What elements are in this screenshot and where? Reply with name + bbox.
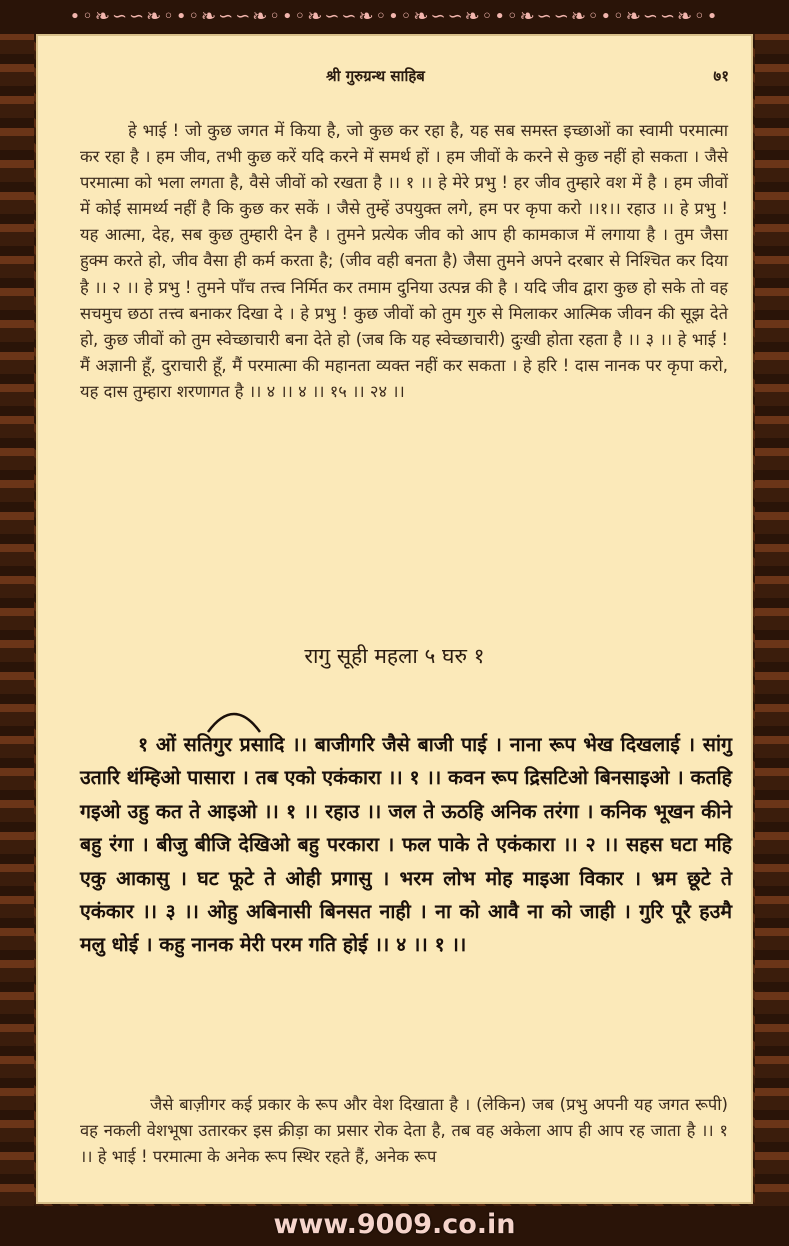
frame-right-border (755, 34, 789, 1206)
scroll-ornament-icon: •◦❧∽∽❧◦•◦❧∽∽❧◦•◦❧∽∽❧◦•◦❧∽∽❧◦•◦❧∽∽❧◦•◦❧∽∽❧◦• (69, 6, 720, 27)
book-title: श्री गुरुग्रन्थ साहिब (326, 67, 425, 85)
section-heading: रागु सूही महला ५ घरु १ (304, 644, 485, 668)
page-number: ७१ (713, 67, 729, 85)
footer-url[interactable]: www.9009.co.in (0, 1209, 789, 1240)
gurbani-verse: १ ओं सतिगुर प्रसादि ।। बाजीगरि जैसे बाजी पाई । नाना रूप भेख दिखलाई । सांगु उतारि थंम्हिओ पासारा । तब एको एकंकारा ।। १ ।। कवन रूप द्रिसटिओ बिनसाइओ । कतहि गइओ उहु कत ते आइओ ।। १ ।। रहाउ ।। जल ते ऊठहि अनिक तरंगा । कनिक भूखन कीने बहु रंगा । बीजु बीजि देखिओ बहु परकारा । फल पाके ते एकंकारा ।। २ ।। सहस घटा महि एकु आकासु । घट फूटे ते ओही प्रगासु । भरम लोभ मोह माइआ विकार । भ्रम छूटे ते एकंकार ।। ३ ।। ओहु अबिनासी बिनसत नाही । ना को आवै ना को जाही । गुरि पूरै हउमै मलु धोई । कहु नानक मेरी परम गति होई ।। ४ ।। १ ।। (80, 733, 732, 957)
frame-top-border (0, 0, 789, 34)
translation-paragraph-2: जैसे बाज़ीगर कई प्रकार के रूप और वेश दिखाता है । (लेकिन) जब (प्रभु अपनी यह जगत रूपी) वह नकली वेशभूषा उतारकर इस क्रीड़ा का प्रसार रोक देता है, तब वह अकेला आप ही आप रह जाता है ।। १ ।। हे भाई ! परमात्मा के अनेक रूप स्थिर रहते हैं, अनेक रूप (80, 1095, 728, 1167)
page-header (36, 64, 753, 92)
translation-paragraph-1: हे भाई ! जो कुछ जगत में किया है, जो कुछ कर रहा है, यह सब समस्त इच्छाओं का स्वामी परमात्मा कर रहा है । हम जीव, तभी कुछ करें यदि करने में समर्थ हों । हम जीवों के करने से कुछ नहीं हो सकता । जैसे परमात्मा को भला लगता है, वैसे जीवों को रखता है ।। १ ।। हे मेरे प्रभु ! हर जीव तुम्हारे वश में है । हम जीवों में कोई सामर्थ्य नहीं है कि कुछ कर सकें । जैसे तुम्हें उपयुक्त लगे, हम पर कृपा करो ।।१।। रहाउ ।। हे प्रभु ! यह आत्मा, देह, सब कुछ तुम्हारी देन है । तुमने प्रत्येक जीव को आप ही कामकाज में लगाया है । तुम जैसा हुक्म करते हो, जीव वैसा ही कर्म करता है; (जीव वही बनता है) जैसा तुमने अपने दरबार से निश्चित कर दिया है ।। २ ।। हे प्रभु ! तुमने पाँच तत्त्व निर्मित कर तमाम दुनिया उत्पन्न की है । यदि जीव द्वारा कुछ हो सके तो वह सचमुच छठा तत्त्व बनाकर दिखा दे । हे प्रभु ! कुछ जीवों को तुम गुरु से मिलाकर आत्मिक जीवन की सूझ देते हो, कुछ जीवों को तुम स्वेच्छाचारी बना देते हो (जब कि यह स्वेच्छाचारी) दुःखी होता रहता है ।। ३ ।। हे भाई ! मैं अज्ञानी हूँ, दुराचारी हूँ, मैं परमात्मा की महानता व्यक्त नहीं कर सकता । हे हरि ! दास नानक पर कृपा करो, यह दास तुम्हारा शरणागत है ।। ४ ।। ४ ।। १५ ।। २४ ।। (80, 121, 728, 401)
frame-left-border (0, 34, 34, 1206)
book-page (36, 34, 753, 1204)
